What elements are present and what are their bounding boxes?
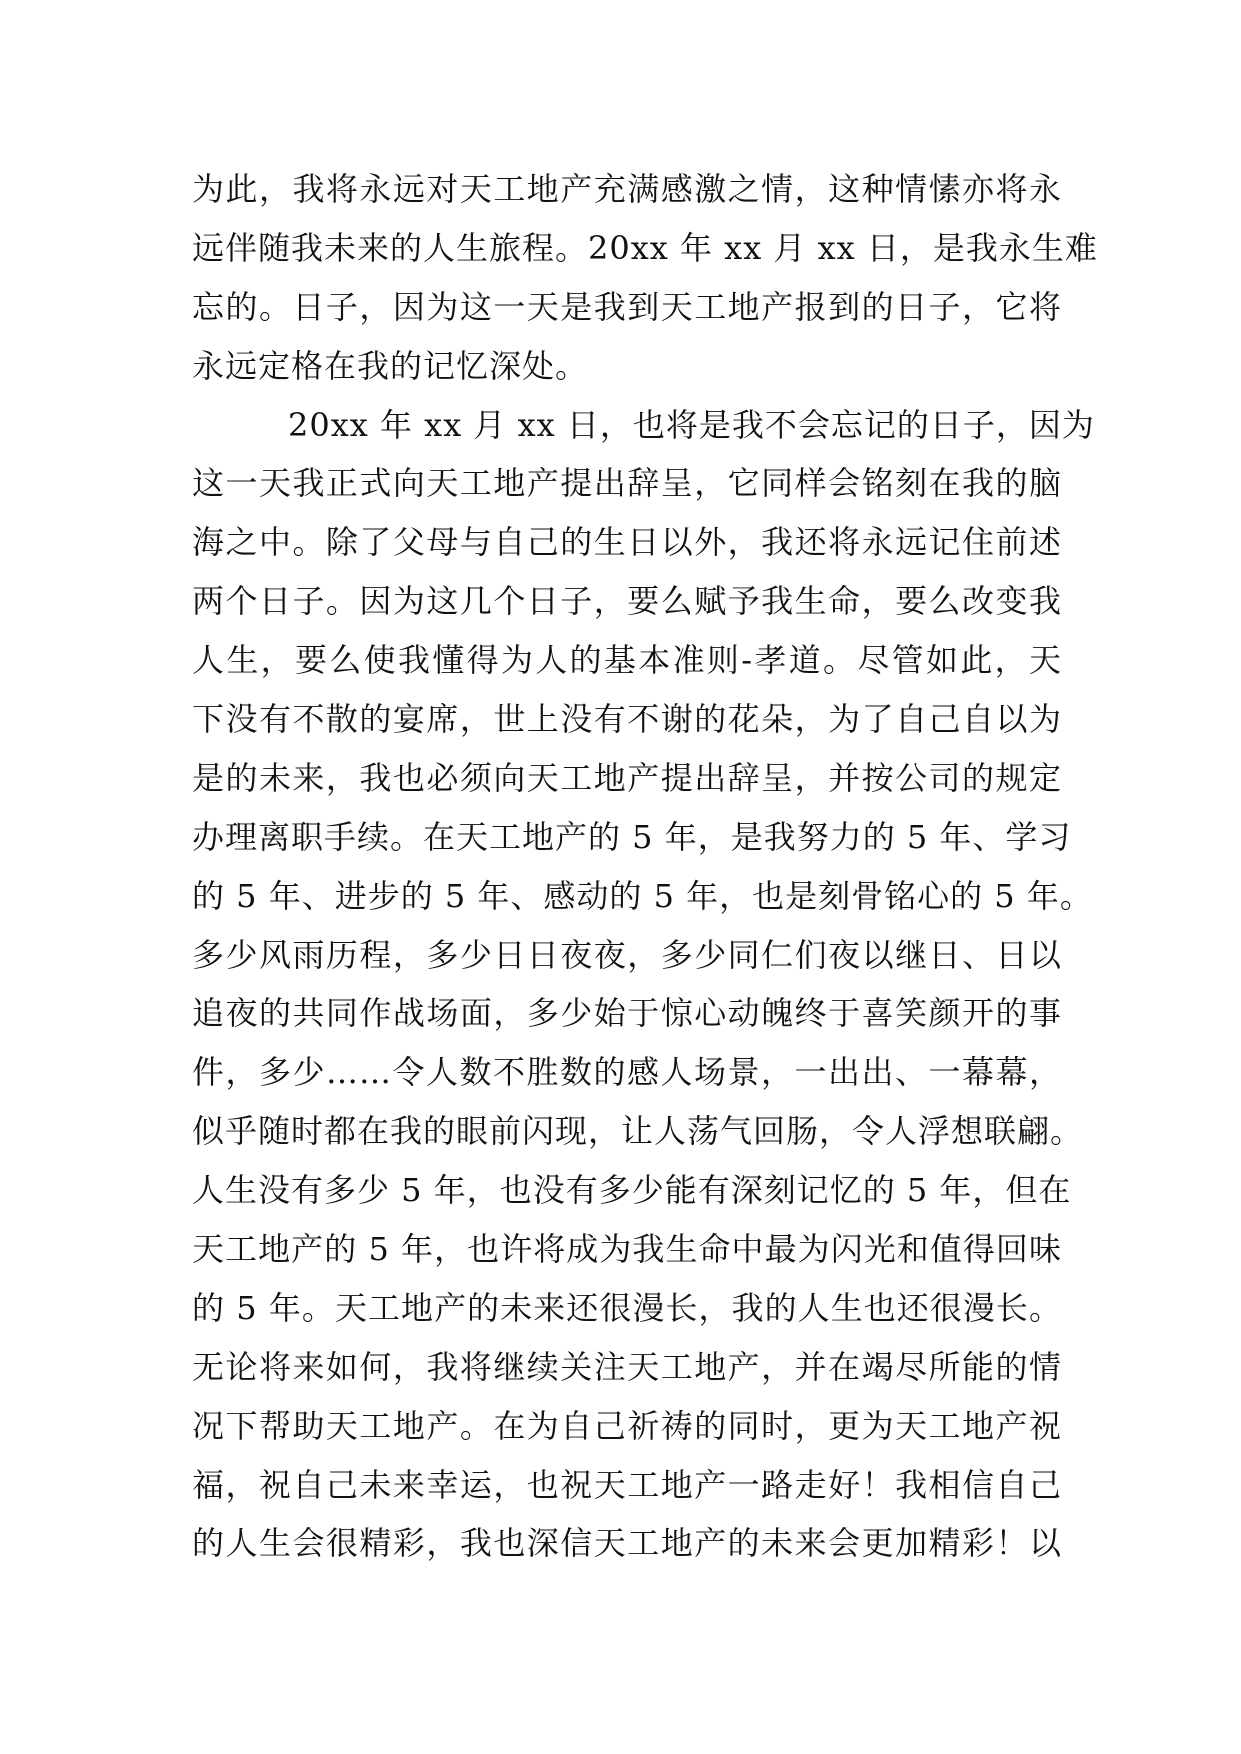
text-line: 永远定格在我的记忆深处。	[192, 346, 589, 385]
text-line: 多少风雨历程，多少日日夜夜，多少同仁们夜以继日、日以	[192, 935, 1062, 974]
text-line: 的 5 年、进步的 5 年、感动的 5 年，也是刻骨铭心的 5 年。	[192, 876, 1093, 915]
text-line: 忘的。日子，因为这一天是我到天工地产报到的日子，它将	[192, 287, 1062, 326]
text-line: 是的未来，我也必须向天工地产提出辞呈，并按公司的规定	[192, 758, 1062, 797]
text-line: 的人生会很精彩，我也深信天工地产的未来会更加精彩！以	[192, 1524, 1062, 1563]
text-line: 下没有不散的宴席，世上没有不谢的花朵，为了自己自以为	[192, 700, 1062, 739]
text-line: 件，多少……令人数不胜数的感人场景，一出出、一幕幕，	[192, 1053, 1062, 1092]
text-line: 为此，我将永远对天工地产充满感激之情，这种情愫亦将永	[192, 170, 1062, 208]
text-line: 福，祝自己未来幸运，也祝天工地产一路走好！我相信自己	[192, 1465, 1062, 1504]
body-text	[192, 160, 1098, 1573]
paragraph-2	[192, 396, 1095, 1574]
text-line: 无论将来如何，我将继续关注天工地产，并在竭尽所能的情	[192, 1347, 1062, 1386]
text-line: 20xx 年 xx 月 xx 日，也将是我不会忘记的日子，因为	[288, 405, 1095, 444]
text-line: 似乎随时都在我的眼前闪现，让人荡气回肠，令人浮想联翩。	[192, 1112, 1084, 1151]
text-line: 远伴随我未来的人生旅程。20xx 年 xx 月 xx 日，是我永生难	[192, 228, 1098, 267]
text-line: 况下帮助天工地产。在为自己祈祷的同时，更为天工地产祝	[192, 1406, 1062, 1445]
text-line: 海之中。除了父母与自己的生日以外，我还将永远记住前述	[192, 523, 1062, 562]
text-line: 两个日子。因为这几个日子，要么赋予我生命，要么改变我	[192, 582, 1062, 621]
text-line: 人生，要么使我懂得为人的基本准则-孝道。尽管如此，天	[192, 641, 1062, 680]
text-line: 追夜的共同作战场面，多少始于惊心动魄终于喜笑颜开的事	[192, 994, 1062, 1033]
text-line: 人生没有多少 5 年，也没有多少能有深刻记忆的 5 年，但在	[192, 1171, 1072, 1210]
text-line: 这一天我正式向天工地产提出辞呈，它同样会铭刻在我的脑	[192, 464, 1062, 503]
paragraph-1	[192, 160, 1098, 396]
text-line: 天工地产的 5 年，也许将成为我生命中最为闪光和值得回味	[192, 1230, 1062, 1269]
text-line: 的 5 年。天工地产的未来还很漫长，我的人生也还很漫长。	[192, 1288, 1062, 1327]
text-line: 办理离职手续。在天工地产的 5 年，是我努力的 5 年、学习	[192, 817, 1072, 856]
